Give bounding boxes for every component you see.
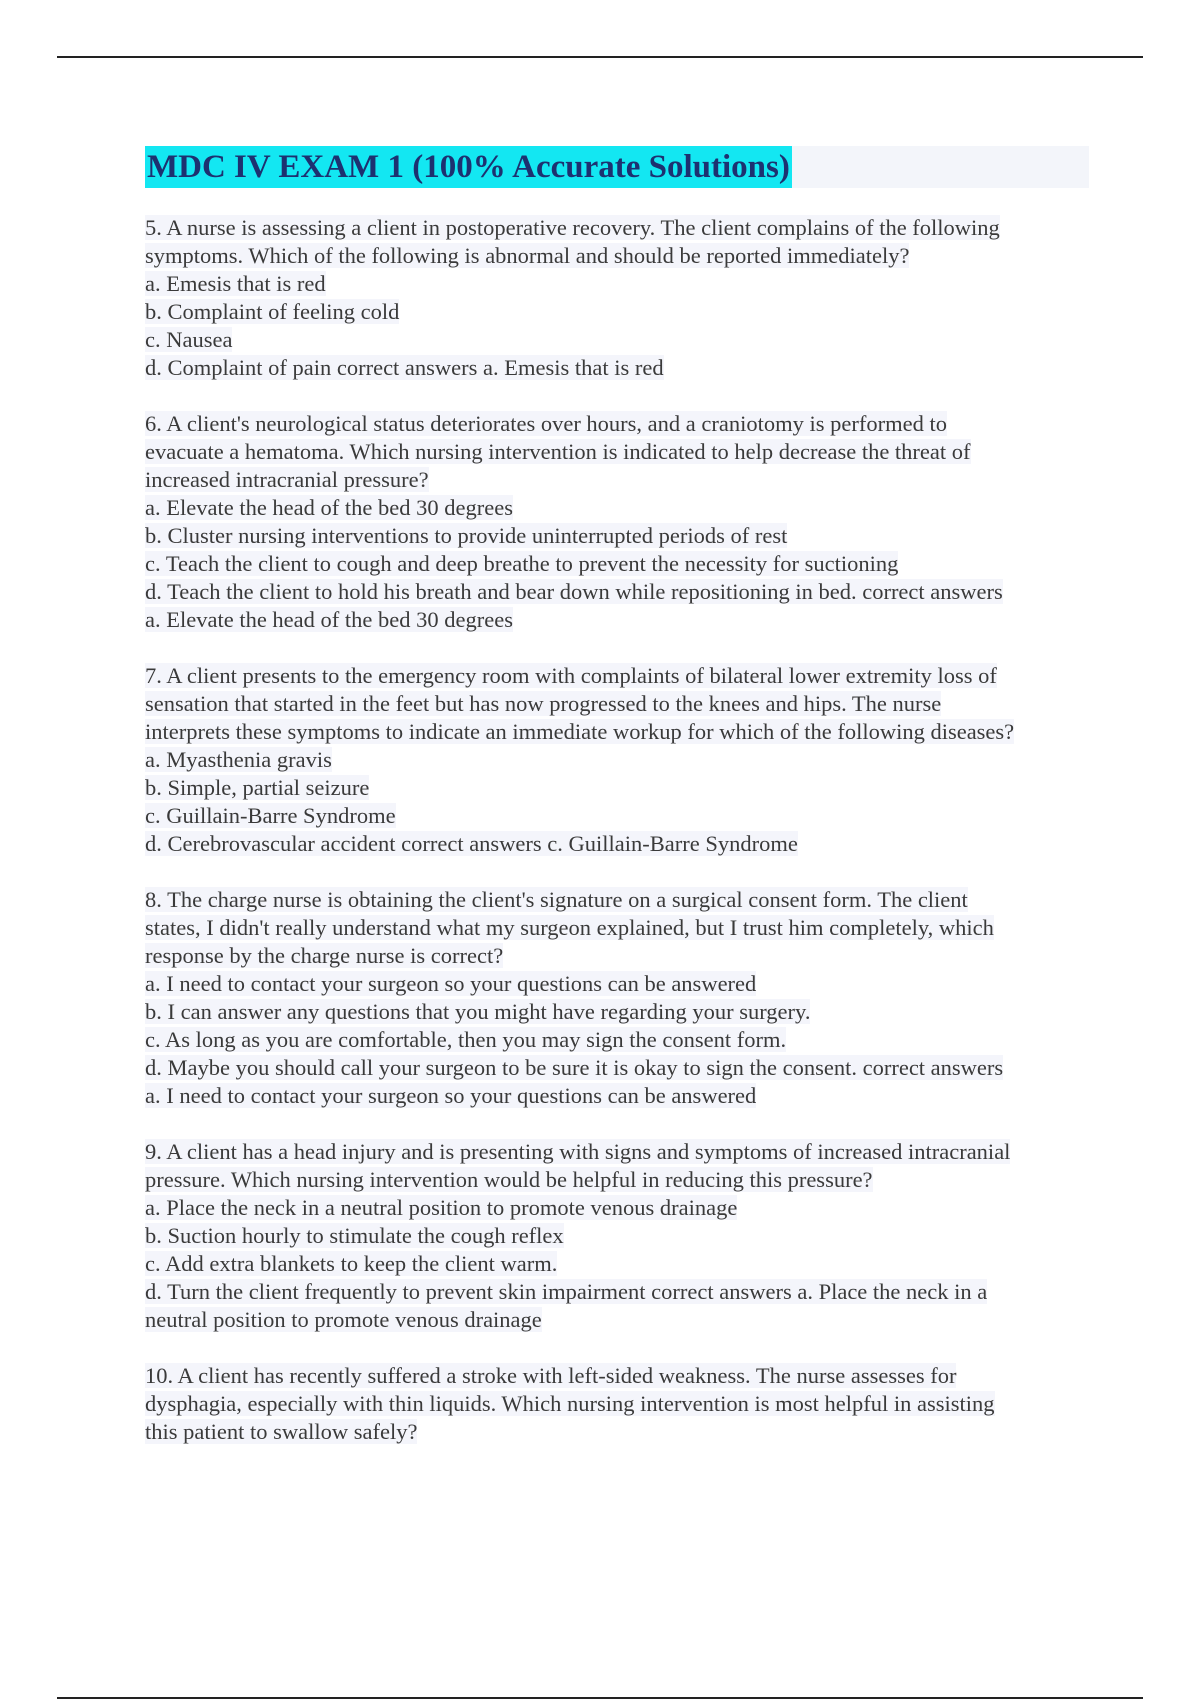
question-line-text: neutral position to promote venous drainage	[145, 1307, 542, 1332]
question-line	[145, 774, 1085, 802]
question-line-text: evacuate a hematoma. Which nursing intervention is indicated to help decrease the threat of	[145, 439, 971, 464]
question-line	[145, 1250, 1085, 1278]
question-line	[145, 410, 1085, 438]
question-block	[145, 1362, 1085, 1446]
question-line	[145, 914, 1085, 942]
question-line-text: b. I can answer any questions that you might have regarding your surgery.	[145, 999, 811, 1024]
question-block	[145, 214, 1085, 382]
question-line	[145, 662, 1085, 690]
question-line-text: c. As long as you are comfortable, then you may sign the consent form.	[145, 1027, 787, 1052]
question-line-text: symptoms. Which of the following is abnormal and should be reported immediately?	[145, 243, 910, 268]
question-line-text: sensation that started in the feet but has now progressed to the knees and hips. The nurse	[145, 691, 942, 716]
question-block	[145, 410, 1085, 634]
question-line	[145, 942, 1085, 970]
question-line	[145, 998, 1085, 1026]
question-line-text: b. Complaint of feeling cold	[145, 299, 400, 324]
question-line-text: a. I need to contact your surgeon so your questions can be answered	[145, 971, 757, 996]
question-line	[145, 1278, 1085, 1306]
question-line-text: increased intracranial pressure?	[145, 467, 429, 492]
question-line-text: c. Nausea	[145, 327, 233, 352]
question-line-text: b. Suction hourly to stimulate the cough reflex	[145, 1223, 564, 1248]
question-line-text: 8. The charge nurse is obtaining the client's signature on a surgical consent form. The client	[145, 887, 968, 912]
question-line	[145, 494, 1085, 522]
question-line	[145, 354, 1085, 382]
question-line	[145, 970, 1085, 998]
question-line	[145, 830, 1085, 858]
question-line	[145, 1054, 1085, 1082]
question-line	[145, 746, 1085, 774]
question-line	[145, 1418, 1085, 1446]
question-line	[145, 690, 1085, 718]
question-line	[145, 298, 1085, 326]
question-line	[145, 606, 1085, 634]
question-line-text: d. Complaint of pain correct answers a. Emesis that is red	[145, 355, 664, 380]
question-line-text: 9. A client has a head injury and is presenting with signs and symptoms of increased intracranial	[145, 1139, 1011, 1164]
question-line	[145, 1194, 1085, 1222]
question-line	[145, 214, 1085, 242]
question-line	[145, 326, 1085, 354]
question-line	[145, 550, 1085, 578]
question-line-text: c. Add extra blankets to keep the client warm.	[145, 1251, 558, 1276]
question-line	[145, 886, 1085, 914]
question-line-text: a. Myasthenia gravis	[145, 747, 332, 772]
question-line	[145, 1026, 1085, 1054]
question-line-text: d. Teach the client to hold his breath and bear down while repositioning in bed. correct answers	[145, 579, 1003, 604]
question-line-text: a. Emesis that is red	[145, 271, 326, 296]
question-line-text: a. Place the neck in a neutral position to promote venous drainage	[145, 1195, 738, 1220]
question-line	[145, 1306, 1085, 1334]
question-line-text: 10. A client has recently suffered a stroke with left-sided weakness. The nurse assesses for	[145, 1363, 957, 1388]
page-title: MDC IV EXAM 1 (100% Accurate Solutions)	[145, 146, 792, 188]
question-line-text: 7. A client presents to the emergency room with complaints of bilateral lower extremity loss of	[145, 663, 997, 688]
question-line-text: c. Teach the client to cough and deep breathe to prevent the necessity for suctioning	[145, 551, 899, 576]
title-row	[145, 146, 1089, 188]
question-line-text: c. Guillain-Barre Syndrome	[145, 803, 396, 828]
question-line	[145, 718, 1085, 746]
question-line	[145, 242, 1085, 270]
bottom-rule	[57, 1697, 1143, 1699]
question-line-text: dysphagia, especially with thin liquids. Which nursing intervention is most helpful in assisting	[145, 1391, 995, 1416]
question-block	[145, 886, 1085, 1110]
question-line-text: interprets these symptoms to indicate an immediate workup for which of the following diseases?	[145, 719, 1015, 744]
question-line	[145, 802, 1085, 830]
question-line-text: 6. A client's neurological status deteriorates over hours, and a craniotomy is performed to	[145, 411, 947, 436]
question-line-text: pressure. Which nursing intervention would be helpful in reducing this pressure?	[145, 1167, 873, 1192]
question-line-text: states, I didn't really understand what my surgeon explained, but I trust him completely, which	[145, 915, 994, 940]
question-line-text: this patient to swallow safely?	[145, 1419, 418, 1444]
question-line	[145, 270, 1085, 298]
question-line-text: d. Cerebrovascular accident correct answers c. Guillain-Barre Syndrome	[145, 831, 798, 856]
question-line	[145, 578, 1085, 606]
question-line-text: b. Cluster nursing interventions to provide uninterrupted periods of rest	[145, 523, 788, 548]
question-line-text: d. Turn the client frequently to prevent skin impairment correct answers a. Place the neck in a	[145, 1279, 988, 1304]
question-line	[145, 1138, 1085, 1166]
question-line	[145, 1222, 1085, 1250]
question-line	[145, 1362, 1085, 1390]
question-line-text: b. Simple, partial seizure	[145, 775, 370, 800]
question-line	[145, 1390, 1085, 1418]
question-line	[145, 438, 1085, 466]
question-block	[145, 662, 1085, 858]
question-line	[145, 466, 1085, 494]
question-line	[145, 1166, 1085, 1194]
question-line-text: a. Elevate the head of the bed 30 degrees	[145, 607, 513, 632]
question-line	[145, 1082, 1085, 1110]
question-list	[145, 214, 1085, 1474]
question-block	[145, 1138, 1085, 1334]
question-line-text: d. Maybe you should call your surgeon to be sure it is okay to sign the consent. correct answers	[145, 1055, 1004, 1080]
top-rule	[57, 56, 1143, 58]
question-line-text: a. Elevate the head of the bed 30 degrees	[145, 495, 513, 520]
question-line-text: a. I need to contact your surgeon so your questions can be answered	[145, 1083, 757, 1108]
question-line-text: response by the charge nurse is correct?	[145, 943, 504, 968]
question-line	[145, 522, 1085, 550]
question-line-text: 5. A nurse is assessing a client in postoperative recovery. The client complains of the following	[145, 215, 1000, 240]
